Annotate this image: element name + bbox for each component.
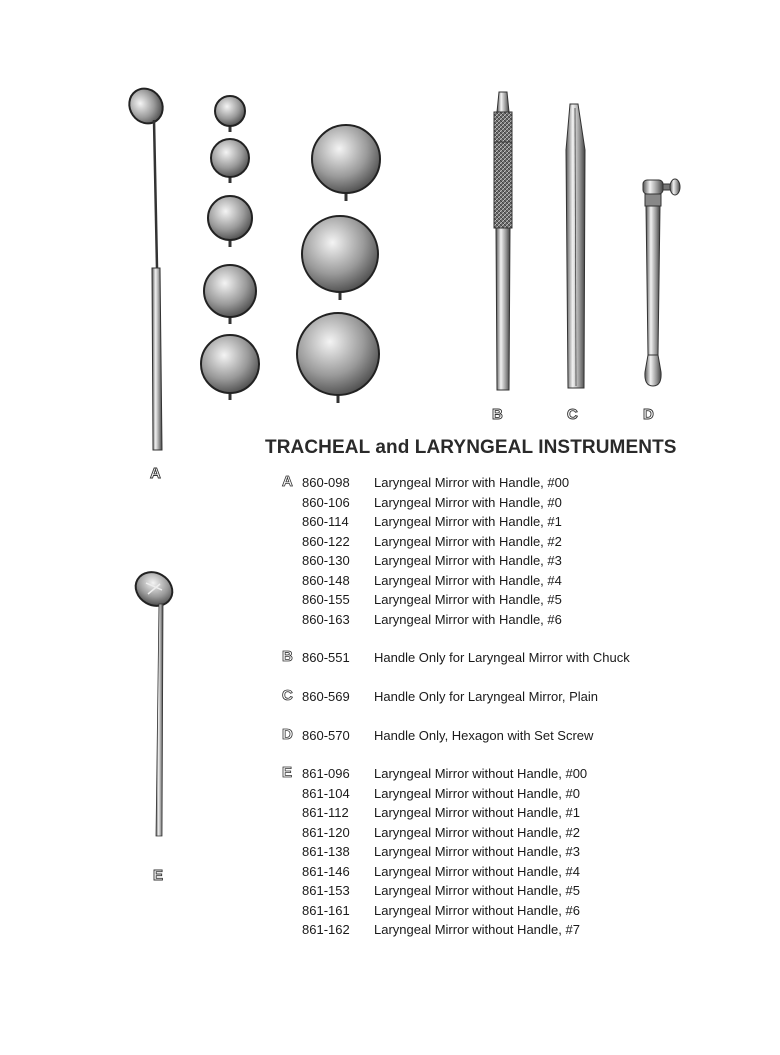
catalog-number: 860-155 <box>302 592 350 607</box>
catalog-description: Laryngeal Mirror with Handle, #5 <box>374 592 562 607</box>
catalog-description: Handle Only, Hexagon with Set Screw <box>374 728 594 743</box>
group-letter: E <box>282 764 293 781</box>
group-letter: A <box>282 473 293 490</box>
catalog-description: Laryngeal Mirror without Handle, #00 <box>374 766 588 781</box>
catalog-description: Laryngeal Mirror with Handle, #3 <box>374 553 562 568</box>
catalog-description: Laryngeal Mirror with Handle, #0 <box>374 494 562 510</box>
catalog-number: 861-112 <box>302 805 349 820</box>
catalog-description: Laryngeal Mirror with Handle, #2 <box>374 533 562 549</box>
catalog-number: 860-569 <box>302 689 350 704</box>
catalog-number: 861-162 <box>302 922 350 937</box>
catalog-number: 861-153 <box>302 883 350 898</box>
figure-label-c: C <box>567 406 578 423</box>
figure-label-b: B <box>492 406 503 423</box>
catalog-description: Laryngeal Mirror with Handle, #1 <box>374 514 562 529</box>
figure-label-e: E <box>153 867 164 884</box>
group-letter: D <box>282 726 293 743</box>
catalog-description: Laryngeal Mirror without Handle, #5 <box>374 883 580 898</box>
catalog-description: Handle Only for Laryngeal Mirror with Chuck <box>374 650 630 665</box>
catalog-description: Laryngeal Mirror without Handle, #4 <box>374 863 580 879</box>
instrument-b-handle-with-chuck <box>494 92 512 390</box>
catalog-number: 861-146 <box>302 863 350 879</box>
group-letter: C <box>282 687 293 704</box>
catalog-description: Laryngeal Mirror with Handle, #4 <box>374 572 562 588</box>
catalog-number: 860-148 <box>302 572 350 588</box>
catalog-number: 860-098 <box>302 475 350 490</box>
instrument-c-plain-handle <box>566 104 585 388</box>
page-title: TRACHEAL and LARYNGEAL INSTRUMENTS <box>265 437 677 458</box>
mirror-heads-small-column <box>201 96 259 400</box>
catalog-description: Laryngeal Mirror without Handle, #0 <box>374 785 580 801</box>
catalog-number: 860-122 <box>302 533 350 549</box>
instrument-d-handle-set-screw <box>643 179 680 386</box>
catalog-number: 861-120 <box>302 824 350 840</box>
catalog-number: 860-163 <box>302 611 350 627</box>
catalog-description: Laryngeal Mirror without Handle, #3 <box>374 844 580 859</box>
catalog-number: 860-114 <box>302 514 349 529</box>
catalog-description: Laryngeal Mirror without Handle, #7 <box>374 922 580 937</box>
catalog-description: Laryngeal Mirror without Handle, #1 <box>374 805 580 820</box>
catalog-description: Laryngeal Mirror with Handle, #00 <box>374 475 570 490</box>
catalog-description: Handle Only for Laryngeal Mirror, Plain <box>374 689 598 704</box>
group-letter: B <box>282 648 293 665</box>
catalog-number: 860-106 <box>302 494 350 510</box>
catalog-number: 861-138 <box>302 844 350 859</box>
instrument-e-mirror-without-handle <box>130 566 179 836</box>
catalog-number: 860-551 <box>302 650 350 665</box>
catalog-description: Laryngeal Mirror with Handle, #6 <box>374 611 562 627</box>
instrument-a-mirror-with-handle <box>123 82 170 450</box>
mirror-heads-large-column <box>297 125 380 403</box>
catalog-number: 860-570 <box>302 728 350 743</box>
catalog-number: 860-130 <box>302 553 350 568</box>
catalog-description: Laryngeal Mirror without Handle, #2 <box>374 824 580 840</box>
catalog-number: 861-096 <box>302 766 350 781</box>
catalog-description: Laryngeal Mirror without Handle, #6 <box>374 902 580 918</box>
figure-label-a: A <box>150 465 161 482</box>
figure-label-d: D <box>643 406 654 423</box>
catalog-number: 861-161 <box>302 902 350 918</box>
catalog-number: 861-104 <box>302 785 350 801</box>
